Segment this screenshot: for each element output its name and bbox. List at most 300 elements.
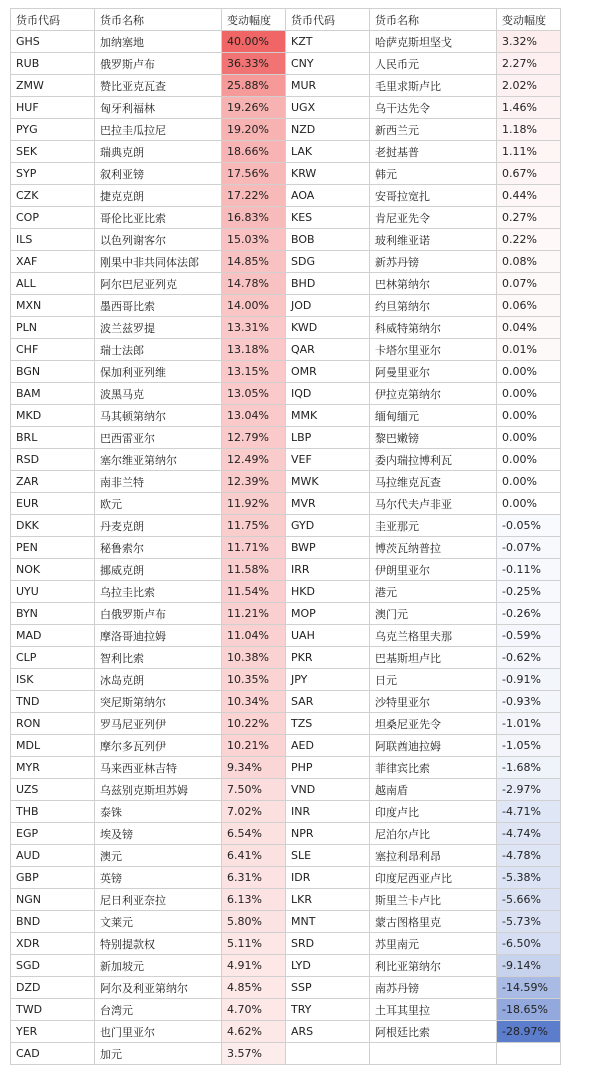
currency-change-cell: 0.00% bbox=[497, 493, 561, 515]
table-row bbox=[11, 559, 561, 581]
currency-name-cell: 老挝基普 bbox=[370, 141, 497, 163]
currency-change-cell: -5.38% bbox=[497, 867, 561, 889]
table-row bbox=[11, 581, 561, 603]
currency-change-cell: 10.22% bbox=[222, 713, 286, 735]
currency-code-cell: PEN bbox=[11, 537, 95, 559]
table-row bbox=[11, 823, 561, 845]
currency-name-cell: 安哥拉宽扎 bbox=[370, 185, 497, 207]
currency-code-cell: KES bbox=[286, 207, 370, 229]
currency-code-cell: SRD bbox=[286, 933, 370, 955]
currency-code-cell: SAR bbox=[286, 691, 370, 713]
currency-change-cell: 0.00% bbox=[497, 405, 561, 427]
header-change-right: 变动幅度 bbox=[497, 9, 561, 31]
currency-change-cell: 11.92% bbox=[222, 493, 286, 515]
currency-name-cell: 卡塔尔里亚尔 bbox=[370, 339, 497, 361]
currency-name-cell: 沙特里亚尔 bbox=[370, 691, 497, 713]
table-row bbox=[11, 317, 561, 339]
currency-change-cell: 11.75% bbox=[222, 515, 286, 537]
currency-code-cell: ZAR bbox=[11, 471, 95, 493]
currency-code-cell: XDR bbox=[11, 933, 95, 955]
currency-change-cell: -1.05% bbox=[497, 735, 561, 757]
table-row bbox=[11, 163, 561, 185]
table-row bbox=[11, 1043, 561, 1065]
currency-code-cell: INR bbox=[286, 801, 370, 823]
currency-code-cell: SSP bbox=[286, 977, 370, 999]
table-row bbox=[11, 669, 561, 691]
currency-name-cell: 叙利亚镑 bbox=[95, 163, 222, 185]
currency-code-cell: MYR bbox=[11, 757, 95, 779]
currency-name-cell: 缅甸缅元 bbox=[370, 405, 497, 427]
currency-name-cell: 波黑马克 bbox=[95, 383, 222, 405]
currency-code-cell: BND bbox=[11, 911, 95, 933]
currency-change-cell: -5.66% bbox=[497, 889, 561, 911]
currency-change-cell: 40.00% bbox=[222, 31, 286, 53]
currency-change-cell: -0.05% bbox=[497, 515, 561, 537]
currency-code-cell: SEK bbox=[11, 141, 95, 163]
currency-code-cell: RON bbox=[11, 713, 95, 735]
currency-code-cell: AUD bbox=[11, 845, 95, 867]
currency-code-cell: MNT bbox=[286, 911, 370, 933]
currency-change-cell: -0.93% bbox=[497, 691, 561, 713]
currency-change-cell: 0.22% bbox=[497, 229, 561, 251]
currency-code-cell: PYG bbox=[11, 119, 95, 141]
currency-name-cell: 加元 bbox=[95, 1043, 222, 1065]
header-code-right: 货币代码 bbox=[286, 9, 370, 31]
currency-change-cell: 4.62% bbox=[222, 1021, 286, 1043]
currency-name-cell: 南非兰特 bbox=[95, 471, 222, 493]
currency-change-cell: -0.07% bbox=[497, 537, 561, 559]
currency-name-cell: 新苏丹镑 bbox=[370, 251, 497, 273]
currency-name-cell: 摩洛哥迪拉姆 bbox=[95, 625, 222, 647]
currency-code-cell: UYU bbox=[11, 581, 95, 603]
table-row bbox=[11, 207, 561, 229]
currency-name-cell: 塞拉利昂利昂 bbox=[370, 845, 497, 867]
currency-code-cell: IRR bbox=[286, 559, 370, 581]
currency-code-cell: UAH bbox=[286, 625, 370, 647]
currency-change-cell: -28.97% bbox=[497, 1021, 561, 1043]
currency-name-cell: 匈牙利福林 bbox=[95, 97, 222, 119]
table-row bbox=[11, 691, 561, 713]
currency-change-cell: 0.44% bbox=[497, 185, 561, 207]
currency-code-cell: BAM bbox=[11, 383, 95, 405]
currency-code-cell: BYN bbox=[11, 603, 95, 625]
currency-change-cell: 1.46% bbox=[497, 97, 561, 119]
currency-change-cell: -0.91% bbox=[497, 669, 561, 691]
currency-code-cell: CLP bbox=[11, 647, 95, 669]
currency-change-cell: 12.49% bbox=[222, 449, 286, 471]
currency-change-cell: 7.02% bbox=[222, 801, 286, 823]
table-row bbox=[11, 295, 561, 317]
currency-name-cell: 埃及镑 bbox=[95, 823, 222, 845]
table-row bbox=[11, 493, 561, 515]
table-row bbox=[11, 779, 561, 801]
currency-code-cell: OMR bbox=[286, 361, 370, 383]
table-row bbox=[11, 229, 561, 251]
currency-name-cell: 斯里兰卡卢比 bbox=[370, 889, 497, 911]
currency-name-cell: 马其顿第纳尔 bbox=[95, 405, 222, 427]
currency-code-cell: JPY bbox=[286, 669, 370, 691]
header-change-left: 变动幅度 bbox=[222, 9, 286, 31]
currency-change-cell: -0.11% bbox=[497, 559, 561, 581]
currency-name-cell: 以色列谢客尔 bbox=[95, 229, 222, 251]
currency-name-cell: 泰铢 bbox=[95, 801, 222, 823]
currency-code-cell: CNY bbox=[286, 53, 370, 75]
currency-change-cell: 0.07% bbox=[497, 273, 561, 295]
currency-change-cell: 5.80% bbox=[222, 911, 286, 933]
currency-name-cell: 菲律宾比索 bbox=[370, 757, 497, 779]
currency-code-cell: SYP bbox=[11, 163, 95, 185]
currency-code-cell: LYD bbox=[286, 955, 370, 977]
currency-name-cell: 冰岛克朗 bbox=[95, 669, 222, 691]
table-row bbox=[11, 889, 561, 911]
currency-name-cell: 伊拉克第纳尔 bbox=[370, 383, 497, 405]
currency-change-cell: 0.00% bbox=[497, 361, 561, 383]
currency-code-cell: COP bbox=[11, 207, 95, 229]
currency-change-cell: 3.57% bbox=[222, 1043, 286, 1065]
currency-change-cell: 0.27% bbox=[497, 207, 561, 229]
table-row bbox=[11, 273, 561, 295]
currency-code-cell: NPR bbox=[286, 823, 370, 845]
currency-change-cell: 4.91% bbox=[222, 955, 286, 977]
currency-change-cell: 10.34% bbox=[222, 691, 286, 713]
currency-change-cell: -18.65% bbox=[497, 999, 561, 1021]
currency-code-cell: THB bbox=[11, 801, 95, 823]
currency-change-cell: 1.18% bbox=[497, 119, 561, 141]
table-row bbox=[11, 911, 561, 933]
header-code-left: 货币代码 bbox=[11, 9, 95, 31]
currency-change-cell: 10.35% bbox=[222, 669, 286, 691]
currency-change-cell: -4.71% bbox=[497, 801, 561, 823]
currency-code-cell: KZT bbox=[286, 31, 370, 53]
currency-name-cell: 委内瑞拉博利瓦 bbox=[370, 449, 497, 471]
currency-change-cell: 0.67% bbox=[497, 163, 561, 185]
currency-code-cell: BGN bbox=[11, 361, 95, 383]
currency-code-cell: HUF bbox=[11, 97, 95, 119]
currency-name-cell: 新加坡元 bbox=[95, 955, 222, 977]
currency-code-cell: LBP bbox=[286, 427, 370, 449]
table-row bbox=[11, 449, 561, 471]
currency-code-cell: KWD bbox=[286, 317, 370, 339]
table-row bbox=[11, 75, 561, 97]
currency-code-cell: AOA bbox=[286, 185, 370, 207]
currency-name-cell: 巴基斯坦卢比 bbox=[370, 647, 497, 669]
currency-name-cell: 黎巴嫩镑 bbox=[370, 427, 497, 449]
currency-code-cell: CAD bbox=[11, 1043, 95, 1065]
currency-change-cell: 3.32% bbox=[497, 31, 561, 53]
currency-change-cell: 13.18% bbox=[222, 339, 286, 361]
currency-code-cell: AED bbox=[286, 735, 370, 757]
currency-code-cell: PKR bbox=[286, 647, 370, 669]
currency-name-cell: 欧元 bbox=[95, 493, 222, 515]
currency-code-cell: VEF bbox=[286, 449, 370, 471]
empty-cell bbox=[370, 1043, 497, 1065]
currency-code-cell: DKK bbox=[11, 515, 95, 537]
currency-code-cell: ILS bbox=[11, 229, 95, 251]
currency-code-cell: BHD bbox=[286, 273, 370, 295]
currency-code-cell: GHS bbox=[11, 31, 95, 53]
currency-change-cell: 0.06% bbox=[497, 295, 561, 317]
currency-name-cell: 韩元 bbox=[370, 163, 497, 185]
currency-change-cell: 11.58% bbox=[222, 559, 286, 581]
currency-code-cell: MDL bbox=[11, 735, 95, 757]
table-row bbox=[11, 999, 561, 1021]
empty-cell bbox=[286, 1043, 370, 1065]
currency-name-cell: 加纳塞地 bbox=[95, 31, 222, 53]
currency-code-cell: ISK bbox=[11, 669, 95, 691]
currency-change-cell: 13.04% bbox=[222, 405, 286, 427]
currency-code-cell: SDG bbox=[286, 251, 370, 273]
table-body bbox=[11, 31, 561, 1065]
currency-code-cell: XAF bbox=[11, 251, 95, 273]
currency-change-cell: 11.71% bbox=[222, 537, 286, 559]
table-row bbox=[11, 119, 561, 141]
table-row bbox=[11, 31, 561, 53]
currency-change-cell: -9.14% bbox=[497, 955, 561, 977]
currency-change-cell: 0.04% bbox=[497, 317, 561, 339]
currency-name-cell: 蒙古图格里克 bbox=[370, 911, 497, 933]
currency-name-cell: 文莱元 bbox=[95, 911, 222, 933]
currency-code-cell: TRY bbox=[286, 999, 370, 1021]
currency-code-cell: TZS bbox=[286, 713, 370, 735]
currency-change-cell: -0.25% bbox=[497, 581, 561, 603]
currency-name-cell: 摩尔多瓦列伊 bbox=[95, 735, 222, 757]
table-row bbox=[11, 141, 561, 163]
table-row bbox=[11, 977, 561, 999]
currency-name-cell: 肯尼亚先令 bbox=[370, 207, 497, 229]
currency-code-cell: SGD bbox=[11, 955, 95, 977]
currency-name-cell: 阿曼里亚尔 bbox=[370, 361, 497, 383]
currency-change-cell: 2.02% bbox=[497, 75, 561, 97]
currency-name-cell: 利比亚第纳尔 bbox=[370, 955, 497, 977]
empty-cell bbox=[497, 1043, 561, 1065]
currency-code-cell: GYD bbox=[286, 515, 370, 537]
currency-code-cell: KRW bbox=[286, 163, 370, 185]
currency-name-cell: 马尔代夫卢非亚 bbox=[370, 493, 497, 515]
table-row bbox=[11, 845, 561, 867]
currency-code-cell: ZMW bbox=[11, 75, 95, 97]
currency-change-cell: -6.50% bbox=[497, 933, 561, 955]
currency-change-cell: 13.05% bbox=[222, 383, 286, 405]
currency-change-cell: 9.34% bbox=[222, 757, 286, 779]
table-row bbox=[11, 625, 561, 647]
currency-code-cell: BRL bbox=[11, 427, 95, 449]
currency-code-cell: NOK bbox=[11, 559, 95, 581]
currency-change-cell: 15.03% bbox=[222, 229, 286, 251]
table-row bbox=[11, 647, 561, 669]
currency-change-cell: 14.00% bbox=[222, 295, 286, 317]
currency-code-cell: ARS bbox=[286, 1021, 370, 1043]
currency-name-cell: 澳元 bbox=[95, 845, 222, 867]
currency-code-cell: UZS bbox=[11, 779, 95, 801]
currency-change-cell: 10.21% bbox=[222, 735, 286, 757]
currency-code-cell: TND bbox=[11, 691, 95, 713]
currency-change-cell: 14.78% bbox=[222, 273, 286, 295]
currency-code-cell: IDR bbox=[286, 867, 370, 889]
currency-change-cell: -14.59% bbox=[497, 977, 561, 999]
currency-name-cell: 乌克兰格里夫那 bbox=[370, 625, 497, 647]
currency-name-cell: 乌拉圭比索 bbox=[95, 581, 222, 603]
currency-code-cell: MWK bbox=[286, 471, 370, 493]
currency-code-cell: EGP bbox=[11, 823, 95, 845]
currency-change-cell: 6.31% bbox=[222, 867, 286, 889]
currency-change-cell: 4.70% bbox=[222, 999, 286, 1021]
currency-name-cell: 瑞典克朗 bbox=[95, 141, 222, 163]
header-name-right: 货币名称 bbox=[370, 9, 497, 31]
table-row bbox=[11, 251, 561, 273]
table-row bbox=[11, 735, 561, 757]
currency-code-cell: EUR bbox=[11, 493, 95, 515]
table-row bbox=[11, 757, 561, 779]
table-row bbox=[11, 867, 561, 889]
currency-change-cell: 11.04% bbox=[222, 625, 286, 647]
currency-name-cell: 博茨瓦纳普拉 bbox=[370, 537, 497, 559]
table-row bbox=[11, 537, 561, 559]
currency-code-cell: LKR bbox=[286, 889, 370, 911]
currency-name-cell: 捷克克朗 bbox=[95, 185, 222, 207]
currency-change-cell: -0.26% bbox=[497, 603, 561, 625]
currency-name-cell: 约旦第纳尔 bbox=[370, 295, 497, 317]
currency-change-cell: 13.15% bbox=[222, 361, 286, 383]
table-row bbox=[11, 933, 561, 955]
currency-code-cell: CZK bbox=[11, 185, 95, 207]
currency-change-cell: 16.83% bbox=[222, 207, 286, 229]
currency-code-cell: RSD bbox=[11, 449, 95, 471]
currency-change-cell: 13.31% bbox=[222, 317, 286, 339]
table-row bbox=[11, 955, 561, 977]
table-row bbox=[11, 405, 561, 427]
currency-name-cell: 印度尼西亚卢比 bbox=[370, 867, 497, 889]
currency-name-cell: 哥伦比亚比索 bbox=[95, 207, 222, 229]
currency-code-cell: MKD bbox=[11, 405, 95, 427]
currency-code-cell: BWP bbox=[286, 537, 370, 559]
currency-name-cell: 英镑 bbox=[95, 867, 222, 889]
currency-code-cell: BOB bbox=[286, 229, 370, 251]
currency-name-cell: 阿尔巴尼亚列克 bbox=[95, 273, 222, 295]
currency-name-cell: 特别提款权 bbox=[95, 933, 222, 955]
currency-name-cell: 玻利维亚诺 bbox=[370, 229, 497, 251]
table-row bbox=[11, 185, 561, 207]
currency-change-page bbox=[10, 8, 561, 1065]
currency-name-cell: 突尼斯第纳尔 bbox=[95, 691, 222, 713]
currency-name-cell: 伊朗里亚尔 bbox=[370, 559, 497, 581]
currency-code-cell: PHP bbox=[286, 757, 370, 779]
currency-change-cell: 25.88% bbox=[222, 75, 286, 97]
currency-code-cell: TWD bbox=[11, 999, 95, 1021]
currency-name-cell: 巴西雷亚尔 bbox=[95, 427, 222, 449]
currency-change-cell: 6.13% bbox=[222, 889, 286, 911]
currency-name-cell: 挪威克朗 bbox=[95, 559, 222, 581]
currency-name-cell: 乌干达先令 bbox=[370, 97, 497, 119]
currency-change-cell: 17.56% bbox=[222, 163, 286, 185]
currency-code-cell: YER bbox=[11, 1021, 95, 1043]
currency-change-cell: 2.27% bbox=[497, 53, 561, 75]
currency-name-cell: 坦桑尼亚先令 bbox=[370, 713, 497, 735]
currency-name-cell: 刚果中非共同体法郎 bbox=[95, 251, 222, 273]
currency-name-cell: 南苏丹镑 bbox=[370, 977, 497, 999]
currency-change-cell: 6.54% bbox=[222, 823, 286, 845]
currency-change-cell: 0.00% bbox=[497, 471, 561, 493]
table-row bbox=[11, 339, 561, 361]
header-name-left: 货币名称 bbox=[95, 9, 222, 31]
currency-name-cell: 科威特第纳尔 bbox=[370, 317, 497, 339]
currency-change-cell: -1.01% bbox=[497, 713, 561, 735]
currency-change-cell: 17.22% bbox=[222, 185, 286, 207]
currency-name-cell: 尼泊尔卢比 bbox=[370, 823, 497, 845]
table-row bbox=[11, 1021, 561, 1043]
currency-change-cell: -0.62% bbox=[497, 647, 561, 669]
currency-name-cell: 尼日利亚奈拉 bbox=[95, 889, 222, 911]
currency-change-cell: 12.79% bbox=[222, 427, 286, 449]
currency-name-cell: 智利比索 bbox=[95, 647, 222, 669]
currency-change-cell: 1.11% bbox=[497, 141, 561, 163]
currency-change-cell: 12.39% bbox=[222, 471, 286, 493]
currency-name-cell: 毛里求斯卢比 bbox=[370, 75, 497, 97]
currency-change-cell: -4.78% bbox=[497, 845, 561, 867]
currency-code-cell: PLN bbox=[11, 317, 95, 339]
currency-code-cell: NGN bbox=[11, 889, 95, 911]
currency-change-cell: 6.41% bbox=[222, 845, 286, 867]
currency-name-cell: 新西兰元 bbox=[370, 119, 497, 141]
table-row bbox=[11, 383, 561, 405]
table-row bbox=[11, 515, 561, 537]
currency-name-cell: 苏里南元 bbox=[370, 933, 497, 955]
currency-name-cell: 赞比亚克瓦查 bbox=[95, 75, 222, 97]
currency-name-cell: 保加利亚列维 bbox=[95, 361, 222, 383]
currency-name-cell: 巴拉圭瓜拉尼 bbox=[95, 119, 222, 141]
currency-name-cell: 澳门元 bbox=[370, 603, 497, 625]
currency-change-cell: 11.21% bbox=[222, 603, 286, 625]
currency-change-cell: 19.26% bbox=[222, 97, 286, 119]
currency-name-cell: 秘鲁索尔 bbox=[95, 537, 222, 559]
table-row bbox=[11, 801, 561, 823]
currency-change-cell: 4.85% bbox=[222, 977, 286, 999]
currency-name-cell: 印度卢比 bbox=[370, 801, 497, 823]
currency-name-cell: 也门里亚尔 bbox=[95, 1021, 222, 1043]
table-row bbox=[11, 361, 561, 383]
currency-name-cell: 阿尔及利亚第纳尔 bbox=[95, 977, 222, 999]
currency-name-cell: 瑞士法郎 bbox=[95, 339, 222, 361]
currency-change-cell: 0.01% bbox=[497, 339, 561, 361]
currency-code-cell: MAD bbox=[11, 625, 95, 647]
currency-code-cell: MOP bbox=[286, 603, 370, 625]
currency-name-cell: 人民币元 bbox=[370, 53, 497, 75]
currency-change-table bbox=[10, 8, 561, 1065]
currency-name-cell: 波兰兹罗提 bbox=[95, 317, 222, 339]
currency-code-cell: HKD bbox=[286, 581, 370, 603]
currency-code-cell: JOD bbox=[286, 295, 370, 317]
currency-change-cell: -4.74% bbox=[497, 823, 561, 845]
currency-change-cell: -1.68% bbox=[497, 757, 561, 779]
currency-name-cell: 圭亚那元 bbox=[370, 515, 497, 537]
currency-name-cell: 塞尔维亚第纳尔 bbox=[95, 449, 222, 471]
currency-name-cell: 台湾元 bbox=[95, 999, 222, 1021]
currency-change-cell: 5.11% bbox=[222, 933, 286, 955]
currency-code-cell: IQD bbox=[286, 383, 370, 405]
currency-name-cell: 越南盾 bbox=[370, 779, 497, 801]
currency-change-cell: 0.00% bbox=[497, 383, 561, 405]
table-header-row bbox=[11, 9, 561, 31]
currency-name-cell: 马来西亚林吉特 bbox=[95, 757, 222, 779]
currency-name-cell: 哈萨克斯坦坚戈 bbox=[370, 31, 497, 53]
table-row bbox=[11, 53, 561, 75]
currency-name-cell: 马拉维克瓦查 bbox=[370, 471, 497, 493]
currency-change-cell: -0.59% bbox=[497, 625, 561, 647]
currency-code-cell: MUR bbox=[286, 75, 370, 97]
currency-name-cell: 土耳其里拉 bbox=[370, 999, 497, 1021]
currency-change-cell: 10.38% bbox=[222, 647, 286, 669]
currency-name-cell: 阿根廷比索 bbox=[370, 1021, 497, 1043]
currency-name-cell: 丹麦克朗 bbox=[95, 515, 222, 537]
